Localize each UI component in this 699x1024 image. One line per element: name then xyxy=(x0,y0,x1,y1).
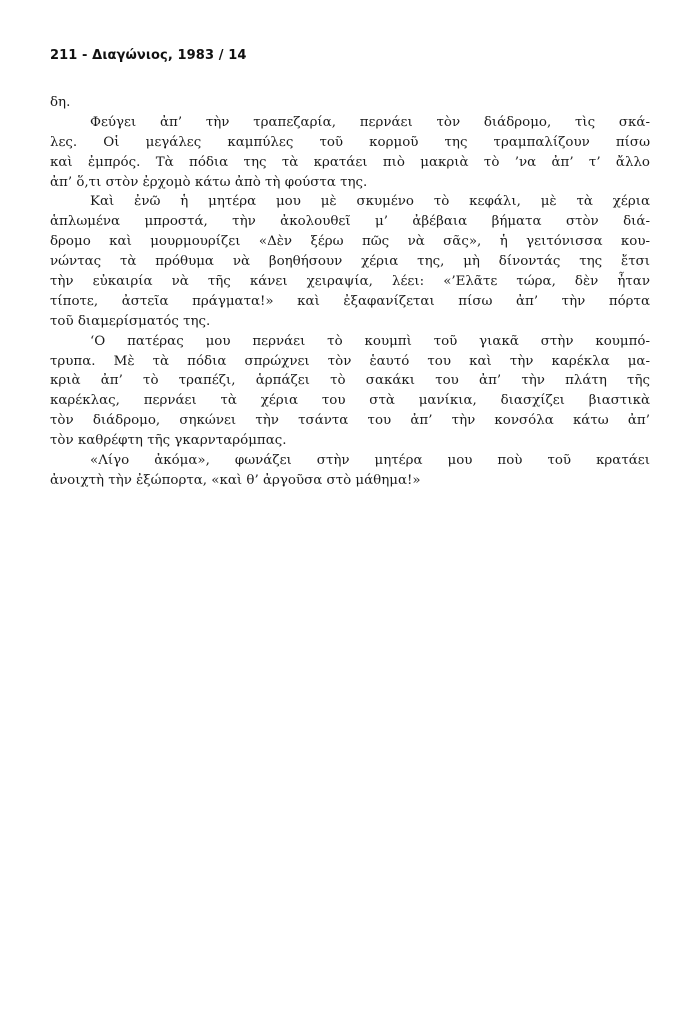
text-line: ‘Ο πατέρας μου περνάει τὸ κουμπὶ τοῦ γιακᾶ στὴν κουμπό- xyxy=(90,333,650,349)
text-line: κριὰ ἀπ’ τὸ τραπέζι, ἁρπάζει τὸ σακάκι του ἀπ’ τὴν πλάτη τῆς xyxy=(50,373,650,389)
text-line: τὸν διάδρομο, σηκώνει τὴν τσάντα του ἀπ’ τὴν κονσόλα κάτω ἀπ’ xyxy=(50,413,650,429)
body-text xyxy=(50,93,650,491)
text-line: ἁπλωμένα μπροστά, τὴν ἀκολουθεῖ μ’ ἀβέβαια βήματα στὸν διά- xyxy=(50,214,650,230)
text-line: τρυπα. Μὲ τὰ πόδια σπρώχνει τὸν ἑαυτό του καὶ τὴν καρέκλα μα- xyxy=(50,353,650,369)
text-line: λες. Οἱ μεγάλες καμπύλες τοῦ κορμοῦ της τραμπαλίζουν πίσω xyxy=(50,134,650,150)
text-line: δη. xyxy=(50,95,71,110)
text-line: τὸν καθρέφτη τῆς γκαρνταρόμπας. xyxy=(50,433,287,449)
text-line: Φεύγει ἀπ’ τὴν τραπεζαρία, περνάει τὸν διάδρομο, τὶς σκά- xyxy=(90,114,650,130)
text-line: νώντας τὰ πρόθυμα νὰ βοηθήσουν χέρια της, μὴ δίνοντάς της ἔτσι xyxy=(50,254,650,270)
text-line: δρομο καὶ μουρμουρίζει «Δὲν ξέρω πῶς νὰ σᾶς», ἡ γειτόνισσα κου- xyxy=(50,234,650,250)
text-line: Καὶ ἐνῶ ἡ μητέρα μου μὲ σκυμένο τὸ κεφάλι, μὲ τὰ χέρια xyxy=(90,194,650,210)
text-line: τοῦ διαμερίσματός της. xyxy=(50,313,211,329)
text-line: ἀνοιχτὴ τὴν ἐξώπορτα, «καὶ θ’ ἀργοῦσα στὸ μάθημα!» xyxy=(50,472,421,488)
text-line: τὴν εὐκαιρία νὰ τῆς κάνει χειραψία, λέει: «’Ελᾶτε τώρα, δὲν ἦταν xyxy=(50,274,650,290)
running-head: 211 - Διαγώνιος, 1983 / 14 xyxy=(50,48,247,63)
text-line: καρέκλας, περνάει τὰ χέρια του στὰ μανίκια, διασχίζει βιαστικὰ xyxy=(50,393,650,409)
text-line: τίποτε, ἀστεῖα πράγματα!» καὶ ἐξαφανίζεται πίσω ἀπ’ τὴν πόρτα xyxy=(50,293,650,309)
text-line: καὶ ἐμπρός. Τὰ πόδια της τὰ κρατάει πιὸ μακριὰ τὸ ’να ἀπ’ τ’ ἄλλο xyxy=(50,154,650,170)
text-line: «Λίγο ἀκόμα», φωνάζει στὴν μητέρα μου ποὺ τοῦ κρατάει xyxy=(90,453,650,469)
text-line: ἀπ’ ὅ,τι στὸν ἐρχομὸ κάτω ἀπὸ τὴ φούστα της. xyxy=(50,174,368,190)
